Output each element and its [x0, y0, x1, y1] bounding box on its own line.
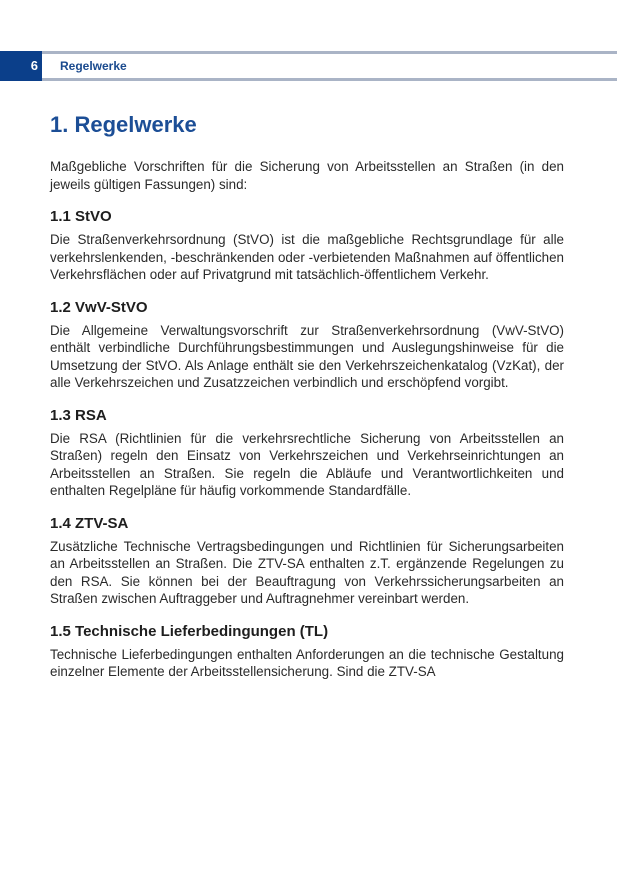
section-body: Die Allgemeine Verwaltungsvorschrift zur Straßenverkehrsordnung (VwV-StVO) enthält verbindliche Durchführungsbestimmungen und Auslegungshinweise für die Umsetzung der StVO. Als Anlage enthält sie den Verkehrszeichenkatalog (VzKat), der alle Verkehrszeichen und Zusatzzeichen verbindlich und erschöpfend vorgibt. — [50, 322, 564, 390]
section-vwv-stvo — [50, 298, 564, 392]
section-body: Technische Lieferbedingungen enthalten Anforderungen an die technische Gestaltung einzelner Elemente der Arbeitsstellensicherung. Sind die ZTV-SA — [50, 646, 564, 679]
running-header — [0, 51, 617, 81]
chapter-intro: Maßgebliche Vorschriften für die Sicherung von Arbeitsstellen an Straßen (in den jeweils gültigen Fassungen) sind: — [50, 159, 564, 192]
page-number: 6 — [0, 51, 42, 81]
section-heading: 1.2 VwV-StVO — [50, 298, 148, 316]
section-body: Die RSA (Richtlinien für die verkehrsrechtliche Sicherung von Arbeitsstellen an Straßen) regeln den Einsatz von Verkehrszeichen und Verkehrseinrichtungen an Arbeitsstellen an Straßen. Sie regeln die Abläufe und Verantwortlichkeiten und enthalten Regelpläne für häufig vorkommende Standardfälle. — [50, 430, 564, 498]
page-content — [50, 110, 564, 695]
section-heading: 1.3 RSA — [50, 406, 107, 424]
section-tl — [50, 622, 564, 681]
section-rsa — [50, 406, 564, 500]
section-body: Die Straßenverkehrsordnung (StVO) ist die maßgebliche Rechtsgrundlage für alle verkehrslenkenden, -beschränkenden oder -verbietenden Maßnahmen auf öffentlichen Verkehrsflächen oder auf Privatgrund mit tatsächlich-öffentlichem Verkehr. — [50, 232, 564, 282]
chapter-title: 1. Regelwerke — [50, 112, 197, 137]
section-body: Zusätzliche Technische Vertragsbedingungen und Richtlinien für Sicherungsarbeiten an Arbeitsstellen an Straßen. Die ZTV-SA enthalten z.T. ergänzende Regelungen zu den RSA. Sie können bei der Beauftragung von Verkehrssicherungsarbeiten an Straßen zwischen Auftraggeber und Auftragnehmer vereinbart werden. — [50, 538, 564, 606]
running-title: Regelwerke — [60, 59, 127, 73]
section-heading: 1.1 StVO — [50, 208, 112, 225]
section-heading: 1.4 ZTV-SA — [50, 514, 129, 532]
section-stvo — [50, 207, 564, 284]
section-heading: 1.5 Technische Lieferbedingungen (TL) — [50, 622, 329, 640]
section-ztv-sa — [50, 514, 564, 608]
